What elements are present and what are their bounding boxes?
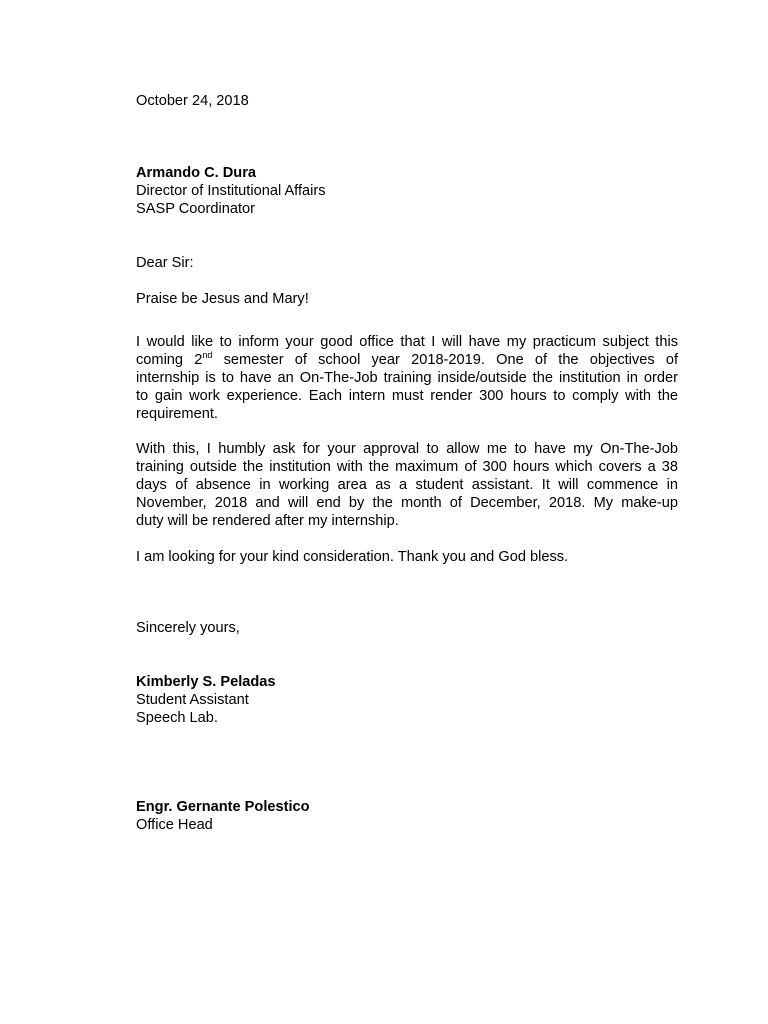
body-paragraph-3 (136, 548, 678, 566)
p2-line-4: November, 2018 and will end by the month of December, 2018. My make-up (136, 495, 678, 511)
sender-title-2: Speech Lab. (136, 710, 218, 726)
sender-name: Kimberly S. Peladas (136, 674, 276, 690)
p1-line-4: to gain work experience. Each intern must render 300 hours to comply with the (136, 388, 678, 404)
salutation (136, 254, 678, 272)
p2-line-3: days of absence in working area as a student assistant. It will commence in (136, 477, 678, 493)
approver-title: Office Head (136, 817, 213, 833)
recipient-title-1: Director of Institutional Affairs (136, 183, 326, 199)
p1-line-2-pre: coming 2 (136, 352, 203, 368)
recipient-block (136, 164, 678, 218)
approver-name: Engr. Gernante Polestico (136, 799, 310, 815)
greeting-text: Praise be Jesus and Mary! (136, 291, 309, 307)
recipient-title-2: SASP Coordinator (136, 201, 255, 217)
date-text: October 24, 2018 (136, 93, 249, 109)
p1-line-1: I would like to inform your good office that I will have my practicum subject this (136, 334, 678, 350)
p2-line-2: training outside the institution with the maximum of 300 hours which covers a 38 (136, 459, 678, 475)
p2-line-1: With this, I humbly ask for your approval to allow me to have my On-The-Job (136, 441, 678, 457)
letter-date (136, 92, 678, 110)
p1-line-5: requirement. (136, 406, 218, 422)
salutation-text: Dear Sir: (136, 255, 194, 271)
body-paragraph-2 (136, 440, 678, 530)
p1-line-2 (136, 351, 678, 369)
approver-block (136, 798, 678, 834)
sender-block (136, 673, 678, 727)
closing (136, 619, 678, 637)
p1-line-3: internship is to have an On-The-Job training inside/outside the institution in order (136, 370, 678, 386)
recipient-name: Armando C. Dura (136, 165, 257, 181)
greeting (136, 290, 678, 308)
body-paragraph-1 (136, 333, 678, 423)
ordinal-suffix: nd (202, 350, 213, 360)
sender-title-1: Student Assistant (136, 692, 249, 708)
p1-line-2-post: semester of school year 2018-2019. One of the objectives of (212, 352, 678, 368)
p2-line-5: duty will be rendered after my internship. (136, 513, 399, 529)
closing-text: Sincerely yours, (136, 620, 240, 636)
p3-text: I am looking for your kind consideration. Thank you and God bless. (136, 549, 569, 565)
